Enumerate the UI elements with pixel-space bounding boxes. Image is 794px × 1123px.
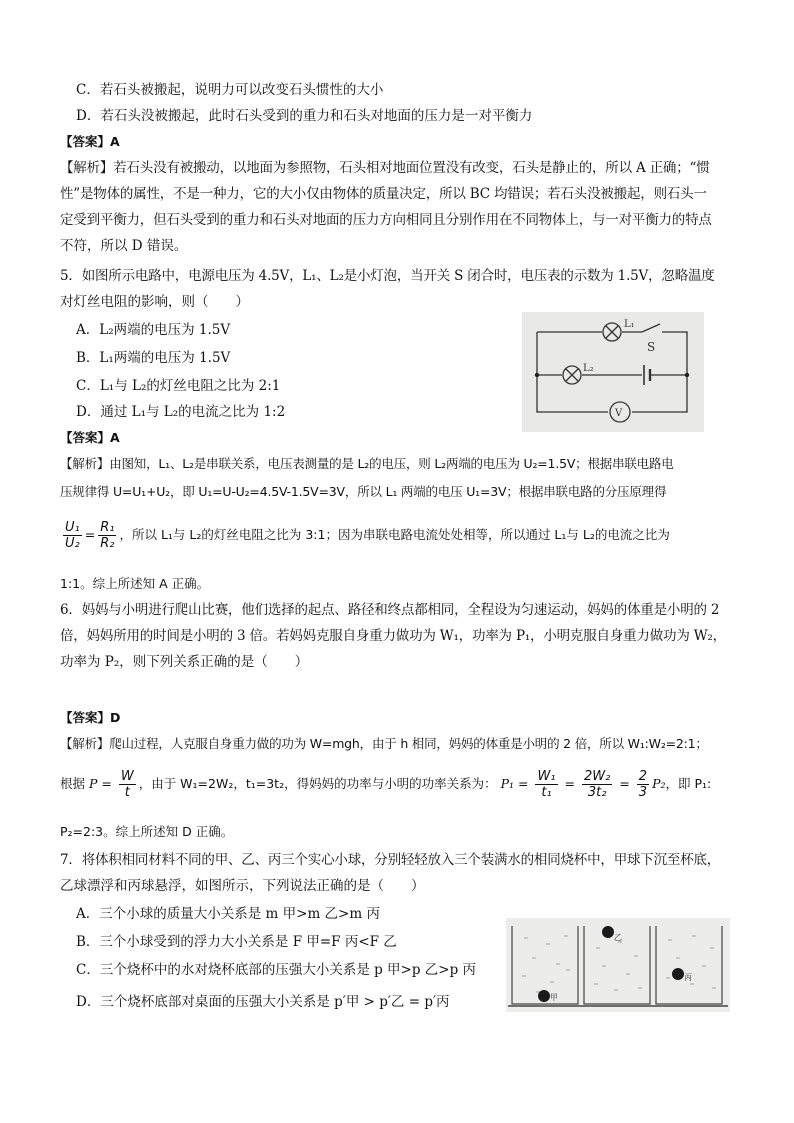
q7-option-b: B．三个小球受到的浮力大小关系是 F 甲=F 丙<F 乙 [76,934,397,950]
q6-stem-line: 倍，妈妈所用的时间是小明的 3 倍。若妈妈克服自身重力做功为 W₁，功率为 P₁，小明克服自身重力做功为 W₂， [60,628,726,644]
fraction-u: $\frac{\text{U₁}}{\text{U₂}}$ [65,520,80,551]
label-l1: L₁ [624,319,635,330]
q6-stem-line: 功率为 P₂，则下列关系正确的是（ ） [60,654,309,670]
q5-option-a: A．L₂两端的电压为 1.5V [76,322,231,338]
q4-option-d: D．若石头没被搬起，此时石头受到的重力和石头对地面的压力是一对平衡力 [76,108,533,124]
q4-option-c: C．若石头被搬起，说明力可以改变石头惯性的大小 [76,82,384,98]
q5-analysis-line: 【解析】由图知，L₁、L₂是串联关系，电压表测量的是 L₂的电压，则 L₂两端的电压为 U₂=1.5V；根据串联电路电 [60,456,674,471]
label-bing: 丙 [684,973,692,982]
q5-conclusion: 1:1。综上所述知 A 正确。 [60,576,210,591]
q5-analysis-line: 压规律得 U=U₁+U₂，即 U₁=U-U₂=4.5V-1.5V=3V，所以 L₁ 两端的电压 U₁=3V；根据串联电路的分压原理得 [60,484,667,499]
q6-analysis-line: 【解析】爬山过程，人克服自身重力做的功为 W=mgh，由于 h 相同，妈妈的体重是小明的 2 倍，所以 W₁:W₂=2:1； [60,736,708,751]
q6-conclusion: P₂=2:3。综上所述知 D 正确。 [60,824,234,839]
fraction-r: $\frac{\text{R₁}}{\text{R₂}}$ [100,520,115,551]
q7-option-d: D．三个烧杯底部对桌面的压强大小关系是 p′甲 > p′乙 = p′丙 [76,994,450,1010]
label-switch: S [647,340,656,354]
q5-answer: 【答案】A [60,430,120,445]
q5-stem-line: 5．如图所示电路中，电源电压为 4.5V，L₁、L₂是小灯泡，当开关 S 闭合时，电压表的示数为 1.5V，忽略温度 [60,268,715,284]
q6-answer: 【答案】D [60,710,121,725]
q4-analysis-line: 不符，所以 D 错误。 [60,238,188,254]
q7-option-a: A．三个小球的质量大小关系是 m 甲>m 乙>m 丙 [76,906,380,922]
q7-stem-line: 乙球漂浮和丙球悬浮，如图所示，下列说法正确的是（ ） [60,878,425,894]
q4-analysis-line: 性”是物体的属性，不是一种力，它的大小仅由物体的质量决定，所以 BC 均错误；若石头没被搬起，则石头一 [60,186,707,202]
q4-analysis-line: 定受到平衡力，但石头受到的重力和石头对地面的压力方向相同且分别作用在不同物体上，与一对平衡力的特点 [60,212,712,228]
q7-stem-line: 7．将体积相同材料不同的甲、乙、丙三个实心小球，分别轻轻放入三个装满水的相同烧杯中，甲球下沉至杯底， [60,852,721,868]
q5-stem-line: 对灯丝电阻的影响，则（ ） [60,294,249,310]
q6-analysis-formula-line: 根据 P = $\frac{W}{t}$ ，由于 W₁=2W₂，t₁=3t₂，得妈妈的功率与小明的功率关系为： P₁ = $\frac{\text{W₁}}{\text{t₁}}$ = $\frac{\text{2W₂}}{\text{3t₂}}$ = $\frac{2}{3}$ P₂，即 P₁: [60,769,712,800]
circuit-diagram [522,312,704,432]
beakers-figure [506,918,730,1012]
q5-option-b: B．L₁两端的电压为 1.5V [76,350,231,366]
label-voltmeter: V [615,408,623,419]
q7-option-c: C．三个烧杯中的水对烧杯底部的压强大小关系是 p 甲>p 乙>p 丙 [76,962,477,978]
q5-option-c: C．L₁与 L₂的灯丝电阻之比为 2:1 [76,378,281,394]
q4-analysis-line: 【解析】若石头没有被搬动，以地面为参照物，石头相对地面位置没有改变，石头是静止的，所以 A 正确；“惯 [60,160,710,176]
label-yi: 乙 [614,933,622,942]
label-jia: 甲 [550,993,558,1002]
q5-analysis-fraction-line: $\frac{\text{U₁}}{\text{U₂}}$ = $\frac{\text{R₁}}{\text{R₂}}$ ，所以 L₁与 L₂的灯丝电阻之比为 3:1；因为串联电路电流处处相等，所以通过 L₁与 L₂的电流之比为 [65,520,670,551]
q5-option-d: D．通过 L₁与 L₂的电流之比为 1:2 [76,404,286,420]
label-l2: L₂ [583,363,594,374]
q6-stem-line: 6．妈妈与小明进行爬山比赛，他们选择的起点、路径和终点都相同，全程设为匀速运动，妈妈的体重是小明的 2 [60,602,720,618]
q4-answer: 【答案】A [60,134,120,149]
